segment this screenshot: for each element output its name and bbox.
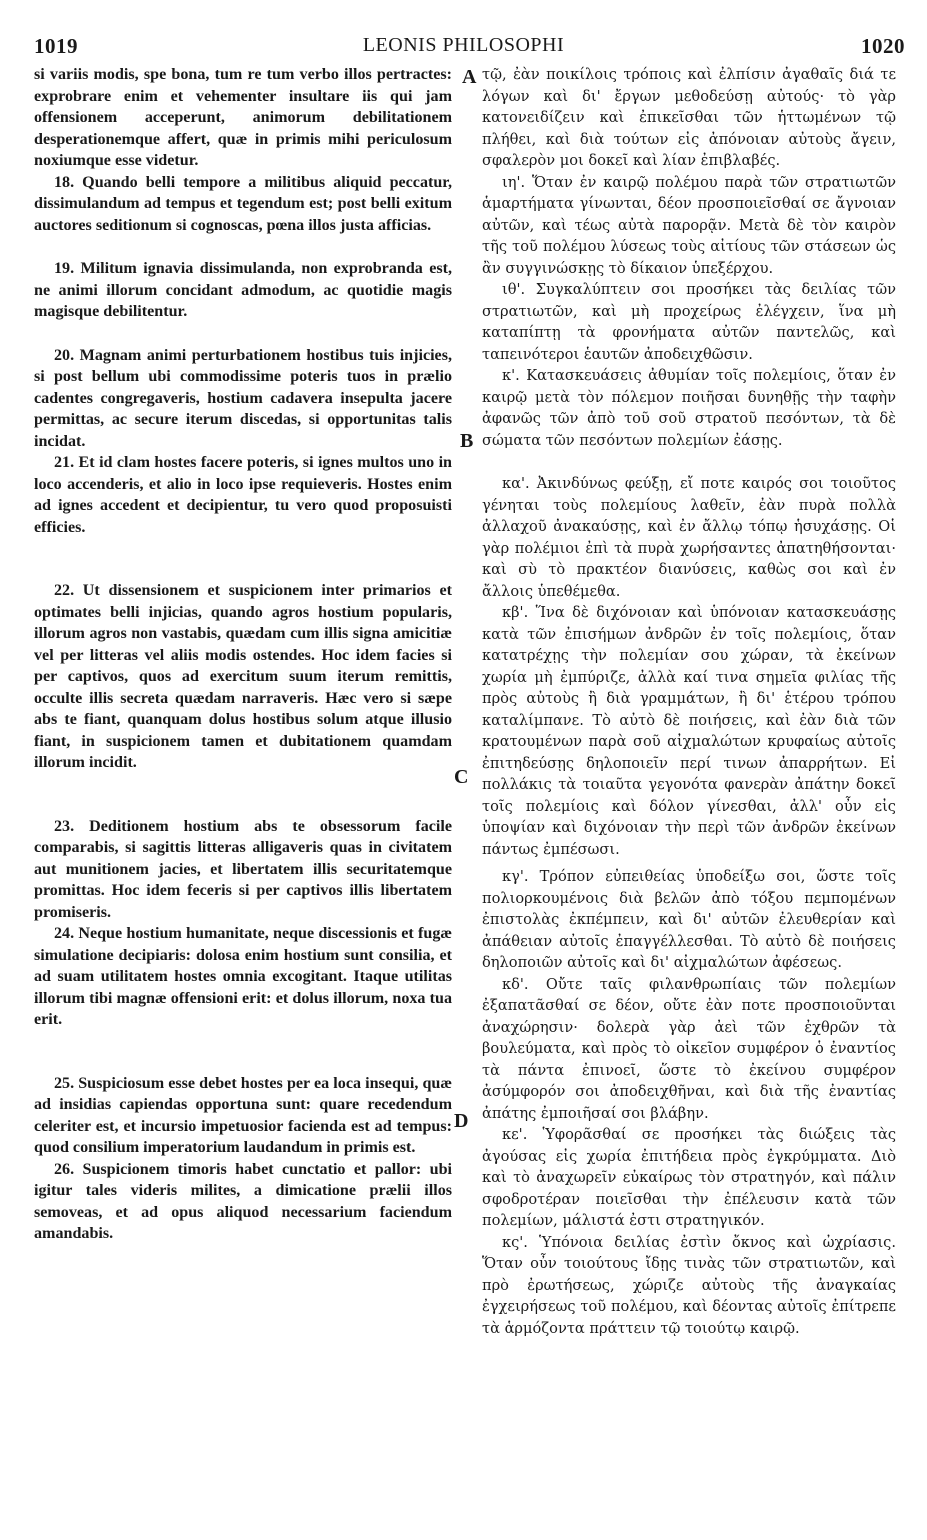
greek-column xyxy=(482,64,896,1339)
latin-paragraph: 25. Suspiciosum esse debet hostes per ea loca insequi, quæ ad insidias capiendas opportuna sunt: quare recedendum celeriter est, et incursio impetuosior facienda est ad tempus: quod consilium imperatorium laudandum in primis est. xyxy=(34,1074,452,1156)
running-title: LEONIS PHILOSOPHI xyxy=(362,34,565,56)
greek-paragraph: κβ'. Ἵνα δὲ διχόνοιαν καὶ ὑπόνοιαν κατασκευάσῃς κατὰ τῶν ἐπισήμων ἀνδρῶν ἐν τοῖς πολεμίοις, ὅταν κατατρέχῃς τὴν πολεμίαν σου χώραν, τὰ ἐκείνων χωρία μὴ ἐμπύριζε, ἀλλὰ καί τινα σημεῖα φιλίας τῆς πρὸς αὐτοὺς ἢ διὰ γραμμάτων, ἢ δι' ἑτέρου τρόπου καταλίμπανε. Τὸ αὐτὸ δὲ ποιήσεις, καὶ ἐὰν διὰ τῶν κρατουμένων παρὰ σοῦ αἰχμαλώτων κρυφαίως αὐτοῖς ἐπιτηδεύσῃς δηλοποιεῖν περί τινων ἀπαρρήτων. Εἰ πολλάκις τὰ τοιαῦτα γεγονότα φανερὰν ἀπάτην δοκεῖ τοῖς πολεμίοις καὶ δόλον γίνεσθαι, ἀλλ' οὖν εἰς ὑποψίαν καὶ διχόνοιαν τὴν περὶ τῶν ἀνδρῶν ἐκείνων πάντως ἐμπέσωσι. xyxy=(482,604,896,858)
greek-paragraph: κ'. Κατασκευάσεις ἀθυμίαν τοῖς πολεμίοις, ὅταν ἐν καιρῷ μετὰ τὸν πόλεμον ποιῆσαι δυνηθῇς τὴν ταφὴν ἀφανῶς τῶν ἀπὸ τοῦ σοῦ στρατοῦ πεσόντων, τὰ δὲ σώματα τῶν πεσόντων πολεμίων ἐάσῃς. xyxy=(482,367,896,449)
section-marker-d: D xyxy=(454,1110,469,1132)
latin-paragraph: 24. Neque hostium humanitate, neque discessionis et fugæ simulatione decipiaris: dolosa enim hostium sunt consilia, et ad suam utilitatem hostes omnia excogitant. Itaque utilitas illorum tibi magnæ offensioni erit: et dolus illorum, noxa tua erit. xyxy=(34,925,452,1028)
right-page-number: 1020 xyxy=(861,34,905,58)
latin-paragraph: 26. Suspicionem timoris habet cunctatio et pallor: ubi igitur tales videris milites, a dimicatione prælii illos semoveas, et ad opus aliquod necessarium faciendum amandabis. xyxy=(34,1160,452,1242)
greek-paragraph: ιθ'. Συγκαλύπτειν σοι προσήκει τὰς δειλίας τῶν στρατιωτῶν, καὶ μὴ προχείρως ἐλέγχειν, ἵνα μὴ καταπίπτῃ τὰ φρονήματα αὐτῶν παντελῶς, καὶ ταπεινότεροι ἑαυτῶν ἀποδειχθῶσιν. xyxy=(482,281,896,363)
latin-paragraph: 22. Ut dissensionem et suspicionem inter primarios et optimates belli injicias, quando agros hostium popularis, illorum agros non vastabis, quædam cum illis signa amicitiæ vel per litteras vel aliis modis ostendes. Hoc idem facies si per captivos, quos ad exercitum suum iterum remittis, occulte illis secreta quædam narraveris. Hæc vero si sæpe abs te fiant, quanquam dolus hostibus solum atque illusio fiant, in suspicionem tamen et dubitationem quamdam illorum incidit. xyxy=(34,582,452,771)
latin-paragraph: 21. Et id clam hostes facere poteris, si ignes multos uno in loco accenderis, et alio in loco ipse requieveris. Hostes enim ad ignes accedent et decipientur, tu vero quod proposuisti efficies. xyxy=(34,454,452,536)
latin-paragraph: 23. Deditionem hostium abs te obsessorum facile comparabis, si sagittis litteras alligaveris quas in civitatem aut munitionem jacies, et libertatem illis securitatemque promittas. Hoc idem feceris si per captivos illis libertatem promiseris. xyxy=(34,817,452,921)
section-marker-a: A xyxy=(462,66,477,88)
greek-paragraph: κε'. Ὑφορᾶσθαί σε προσήκει τὰς διώξεις τὰς ἀγούσας εἰς χωρία ἐπιτήδεια πρὸς ἐγκρύμματα. Διὸ καὶ τὸ ἀναχωρεῖν εὐκαίρως τὸν στρατηγόν, καὶ πάλιν σφοδροτέραν ποιεῖσθαι τὴν ἐπέλευσιν κατὰ τῶν πολεμίων, μάλιστά ἐστι στρατηγικόν. xyxy=(482,1126,896,1229)
latin-paragraph: 20. Magnam animi perturbationem hostibus tuis injicies, si post bellum ubi commodissime poteris tuos in prælio cadentes congregaveris, hostium cadavera insepulta jacere permittas, ac secure iterum discedas, si opportunitas talis incidat. xyxy=(34,346,452,450)
page-header xyxy=(0,0,927,68)
latin-paragraph: 18. Quando belli tempore a militibus aliquid peccatur, dissimulandum ad tempus et tegendum est; post belli exitum auctores seditionum si cognoscas, pœna illos justa afficias. xyxy=(34,173,452,234)
latin-paragraph: si variis modis, spe bona, tum re tum verbo illos pertractes: exprobrare enim et vehementer insultare iis qui jam offensionem acceperunt, animorum debilitationem desperationemque affert, quæ in primis mihi periculosum noxiumque esse videtur. xyxy=(34,66,452,169)
section-marker-c: C xyxy=(454,766,469,788)
section-marker-b: B xyxy=(460,430,474,452)
latin-paragraph: 19. Militum ignavia dissimulanda, non exprobranda est, ne animi illorum concidant admodum, ac quotidie magis magisque debilitentur. xyxy=(34,260,452,320)
greek-paragraph: κς'. Ὑπόνοια δειλίας ἐστὶν ὄκνος καὶ ὠχρίασις. Ὅταν οὖν τοιούτους ἴδῃς τινὰς τῶν στρατιωτῶν, καὶ πρὸ ἐρωτήσεως, χώριζε αὐτοὺς τῆς ἀναγκαίας ἐγχειρήσεως τοῦ πολέμου, καὶ δέοντας αὐτοῖς ἐπίτρεπε τὰ ἁρμόζοντα πράττειν τῷ τοιούτῳ καιρῷ. xyxy=(482,1233,896,1337)
greek-paragraph: κγ'. Τρόπον εὐπειθείας ὑποδείξω σοι, ὥστε τοῖς πολιορκουμένοις διὰ βελῶν ἀπὸ τόξου πεμπομένων ἐπιστολὰς ἐκπέμπειν, καὶ δι' αὐτῶν ἐλευθερίαν καὶ ἀπάθειαν αὐτοῖς ἐπαγγέλλεσθαι. Τὸ αὐτὸ δὲ ποιήσεις δηλοποιῶν αὐτοῖς καὶ δι' αἰχμαλώτων ἀφέσεως. xyxy=(482,868,896,971)
greek-paragraph: ιη'. Ὅταν ἐν καιρῷ πολέμου παρὰ τῶν στρατιωτῶν ἁμαρτήματα γίνωνται, δέον προσποιεῖσθαί σε ἄγνοιαν αὐτῶν, καὶ τέως αὐτὰ παρορᾷν. Μετὰ δὲ τὸν καιρὸν τῆς τοῦ πολέμου λύσεως τοὺς αἰτίους τῶν στάσεων ὡς ἂν συγγινώσκῃς τὸ δίκαιον ὑπεξέρχου. xyxy=(482,173,896,277)
greek-paragraph: κδ'. Οὔτε ταῖς φιλανθρωπίαις τῶν πολεμίων ἐξαπατᾶσθαί σε δέον, οὔτε ἐὰν ποτε προσποιοῦνται ἀναχώρησιν· δολερὰ γὰρ ἀεὶ τῶν ἐχθρῶν τὰ βουλεύματα, καὶ πρὸς τὸ οἰκεῖον συμφέρον ὁ ἐναντίος τὰ πάντα ἐπινοεῖ, ὥστε τὸ ἐκείνου συμφέρον ἀσύμφορόν σοι ἀποδειχθῆναι, καὶ διὰ τῆς ἐναντίας ἀπάτης ἐμποιῆσαί σοι βλάβην. xyxy=(482,975,896,1122)
latin-column xyxy=(34,64,452,1245)
greek-paragraph: κα'. Ἀκινδύνως φεύξῃ, εἴ ποτε καιρός σοι τοιοῦτος γένηται τοὺς πολεμίους λαθεῖν, ἐὰν πυρὰ πολλὰ ἀλλαχοῦ ἀνακαύσῃς, καὶ ἐν ἄλλῳ τόπῳ ἡσυχάσῃς. Οἱ γὰρ πολέμιοι ἐπὶ τὰ πυρὰ χωρήσαντες ἀπατηθήσονται· καὶ σὺ τὸ πρακτέον διανύσεις, καθὼς σοι καὶ ἐν ἄλλοις ὑπεθέμεθα. xyxy=(482,475,896,600)
left-page-number: 1019 xyxy=(34,34,78,58)
greek-paragraph: τῷ, ἐὰν ποικίλοις τρόποις καὶ ἐλπίσιν ἀγαθαῖς διά τε λόγων καὶ δι' ἔργων μεθοδεύσῃ αὐτούς· τὸ γὰρ κατονειδίζειν καὶ ἐπικεῖσθαι τῶν ἡττωμένων τῷ πλήθει, καὶ διὰ τούτων εἰς ἀπόνοιαν αὐτοὺς ἄγειν, σφαλερὸν μοι δοκεῖ καὶ λίαν ἐπιβλαβές. xyxy=(482,66,896,169)
